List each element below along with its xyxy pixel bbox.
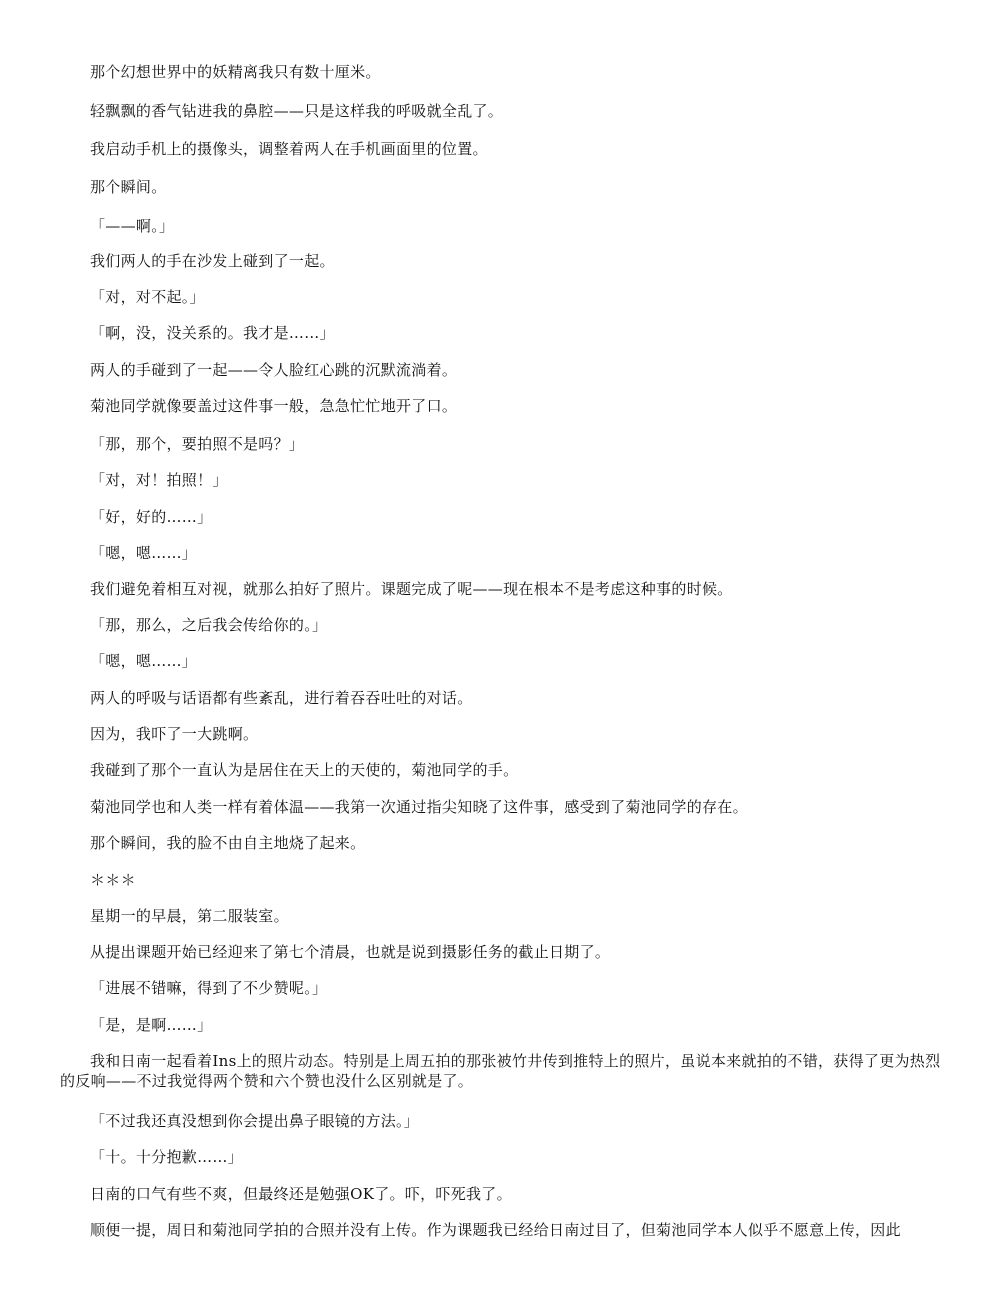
paragraph: 我启动手机上的摄像头，调整着两人在手机画面里的位置。 — [90, 140, 488, 158]
paragraph: 星期一的早晨，第二服装室。 — [90, 907, 289, 925]
paragraph: 「不过我还真没想到你会提出鼻子眼镜的方法。」 — [90, 1112, 420, 1130]
paragraph: 「十。十分抱歉……」 — [90, 1148, 244, 1166]
paragraph: 「那，那个，要拍照不是吗？」 — [90, 435, 305, 453]
paragraph: 「那，那么，之后我会传给你的。」 — [90, 616, 328, 634]
paragraph: 「好，好的……」 — [90, 508, 213, 526]
paragraph: 菊池同学就像要盖过这件事一般，急急忙忙地开了口。 — [90, 397, 458, 415]
paragraph: 顺便一提，周日和菊池同学拍的合照并没有上传。作为课题我已经给日南过目了，但菊池同学本人似乎不愿意上传，因此 — [90, 1221, 901, 1239]
paragraph: 我碰到了那个一直认为是居住在天上的天使的，菊池同学的手。 — [90, 761, 519, 779]
paragraph: 因为，我吓了一大跳啊。 — [90, 725, 259, 743]
paragraph: 「是，是啊……」 — [90, 1016, 213, 1034]
paragraph: 那个幻想世界中的妖精离我只有数十厘米。 — [90, 63, 381, 81]
paragraph: 「进展不错嘛，得到了不少赞呢。」 — [90, 979, 328, 997]
paragraph: 「——啊。」 — [90, 217, 175, 235]
paragraph: 两人的手碰到了一起——令人脸红心跳的沉默流淌着。 — [90, 361, 458, 379]
paragraph: 「对，对！拍照！」 — [90, 471, 228, 489]
paragraph: 那个瞬间，我的脸不由自主地烧了起来。 — [90, 834, 366, 852]
paragraph: 轻飘飘的香气钻进我的鼻腔——只是这样我的呼吸就全乱了。 — [90, 102, 504, 120]
scene-break: ＊＊＊ — [90, 871, 136, 889]
paragraph: 我和日南一起看着Ins上的照片动态。特别是上周五拍的那张被竹井传到推特上的照片，虽说本来就拍的不错，获得了更为热烈的反响——不过我觉得两个赞和六个赞也没什么区别就是了。 — [60, 1052, 941, 1090]
paragraph: 我们避免着相互对视，就那么拍好了照片。课题完成了呢——现在根本不是考虑这种事的时候。 — [90, 580, 733, 598]
paragraph: 那个瞬间。 — [90, 178, 167, 196]
paragraph: 「对，对不起。」 — [90, 288, 205, 306]
paragraph: 两人的呼吸与话语都有些紊乱，进行着吞吞吐吐的对话。 — [90, 689, 473, 707]
paragraph: 「嗯，嗯……」 — [90, 652, 198, 670]
paragraph: 我们两人的手在沙发上碰到了一起。 — [90, 252, 335, 270]
paragraph: 「嗯，嗯……」 — [90, 544, 198, 562]
paragraph: 从提出课题开始已经迎来了第七个清晨，也就是说到摄影任务的截止日期了。 — [90, 943, 611, 961]
paragraph: 菊池同学也和人类一样有着体温——我第一次通过指尖知晓了这件事，感受到了菊池同学的存在。 — [90, 798, 748, 816]
paragraph: 日南的口气有些不爽，但最终还是勉强OK了。吓，吓死我了。 — [90, 1185, 512, 1203]
paragraph: 「啊，没，没关系的。我才是……」 — [90, 324, 335, 342]
